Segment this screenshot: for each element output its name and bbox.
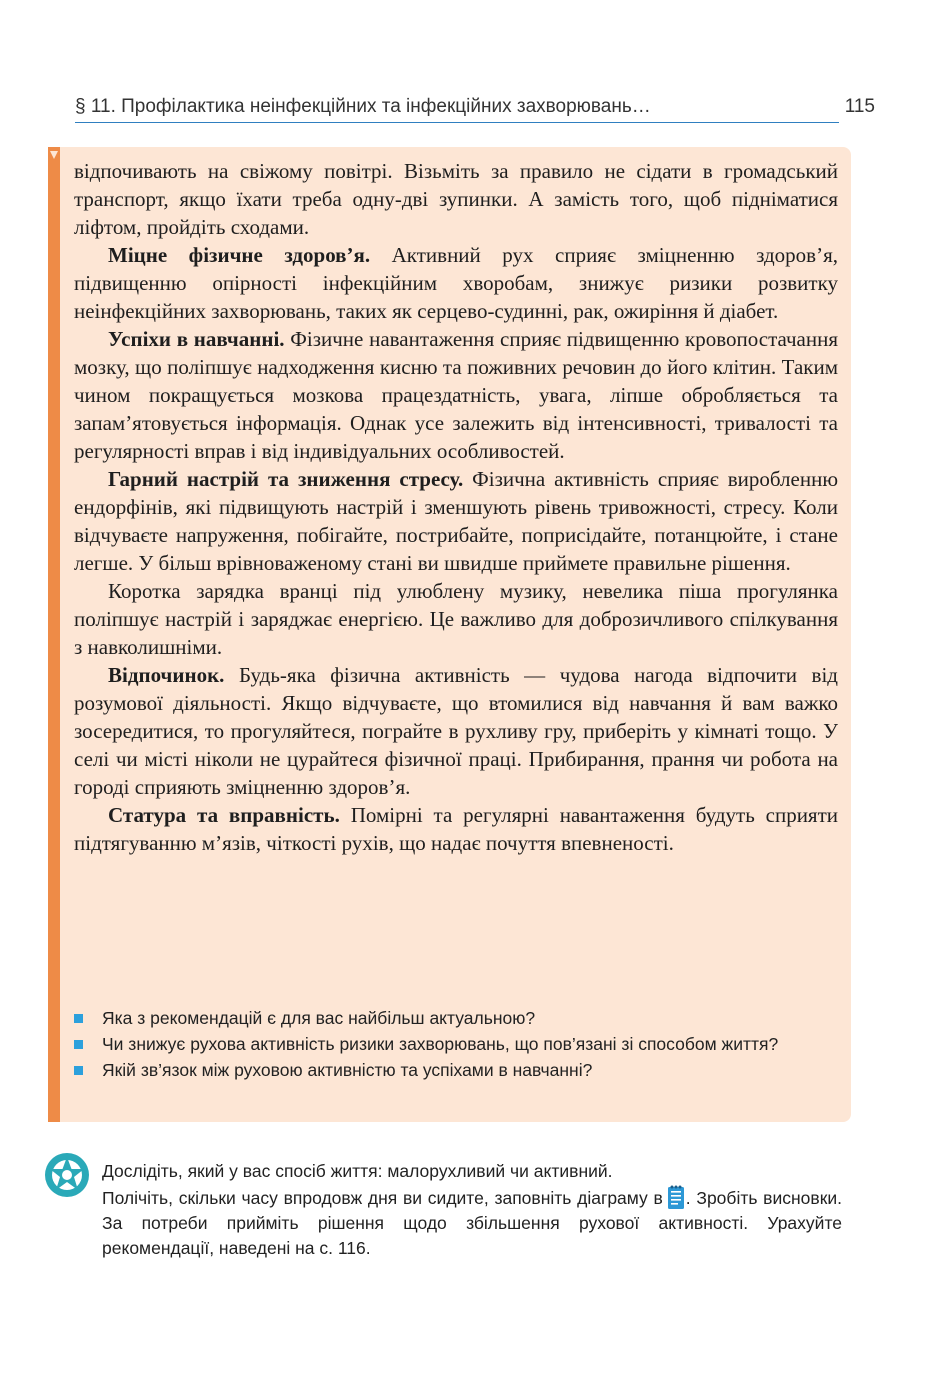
task-text <box>102 1159 842 1261</box>
heading-mood: Гарний настрій та зниження стресу. <box>108 467 464 491</box>
triangle-marker-icon <box>48 149 60 161</box>
paragraph-study <box>74 325 838 465</box>
text-rest: Будь-яка фізична активність — чудова нагода відпочити від розумової діяльності. Якщо відчуваєте, що втомилися від навчання й вам важко зосередитися, то прогуляйтеся, пограйте в рухливу гру, приберіть у кімнаті тощо. У селі чи місті ніколи не цурайтеся фізичної праці. Прибирання, прання чи робота на городі сприяють зміцненню здоров’я. <box>74 663 838 799</box>
task-line-2 <box>102 1184 842 1261</box>
text-health: Активний рух сприяє зміцненню здоров’я, підвищенню опірності інфекційним хворобам, знижує ризики розвитку неінфекційних захворювань, таких як серцево-судинні, рак, ожиріння й діабет. <box>74 243 838 323</box>
paragraph-mood <box>74 465 838 577</box>
paragraph-morning: Коротка зарядка вранці під улюблену музику, невелика піша прогулянка поліпшує настрій і заряджає енергією. Це важливо для доброзичливого спілкування з навколишніми. <box>74 579 838 659</box>
paragraph-continuation: відпочивають на свіжому повітрі. Візьміть за правило не сідати в громадський транспорт, якщо їхати треба одну-дві зупинки. А замість того, щоб підніматися ліфтом, пройдіть сходами. <box>74 159 838 239</box>
header-divider <box>75 122 839 123</box>
bullet-icon <box>74 1066 83 1075</box>
heading-study: Успіхи в навчанні. <box>108 327 285 351</box>
text-posture: Помірні та регулярні навантаження будуть сприяти підтягуванню м’язів, чіткості рухів, що надає почуття впевненості. <box>74 803 839 855</box>
question-text: Якій зв’язок між руховою активністю та успіхами в навчанні? <box>102 1060 593 1080</box>
notepad-icon[interactable] <box>666 1184 686 1210</box>
question-list <box>74 1007 844 1085</box>
text-study: Фізичне навантаження сприяє підвищенню кровопостачання мозку, що поліпшує надходження кисню та поживних речовин до його клітин. Таким чином покращується мозкова працездатність, увага, ліпше обробляється та запам’ятовується інформація. Однак усе залежить від інтенсивності, тривалості та регулярності вправ і від індивідуальних особливостей. <box>74 327 838 463</box>
task-line-2-end: . Зробіть висновки. За потреби прийміть рішення щодо збільшення рухової активності. Урахуйте рекомендації, наведені на с. 116. <box>102 1188 842 1258</box>
page-header <box>75 94 875 124</box>
section-title: § 11. Профілактика неінфекційних та інфекційних захворювань… <box>75 96 651 117</box>
page-number: 115 <box>844 96 875 117</box>
question-item <box>74 1059 844 1082</box>
heading-health: Міцне фізичне здоров’я. <box>108 243 371 267</box>
paragraph-posture <box>74 801 838 857</box>
body-text <box>74 157 838 857</box>
question-item <box>74 1007 844 1030</box>
content-box <box>48 147 851 1122</box>
star-circle-icon <box>44 1152 90 1198</box>
task-line-1: Дослідіть, який у вас спосіб життя: малорухливий чи активний. <box>102 1161 613 1181</box>
question-text: Яка з рекомендацій є для вас найбільш актуальною? <box>102 1008 536 1028</box>
question-text: Чи знижує рухова активність ризики захворювань, що пов’язані зі способом життя? <box>102 1034 779 1054</box>
paragraph-health <box>74 241 838 325</box>
bullet-icon <box>74 1014 83 1023</box>
task-line-2-start: Полічіть, скільки часу впродовж дня ви сидите, заповніть діаграму в <box>102 1188 663 1208</box>
heading-posture: Статура та вправність. <box>108 803 340 827</box>
question-item <box>74 1033 844 1056</box>
bullet-icon <box>74 1040 83 1049</box>
task-block <box>44 1152 844 1262</box>
accent-bar <box>48 147 60 1122</box>
paragraph-rest <box>74 661 838 801</box>
text-mood: Фізична активність сприяє виробленню ендорфінів, які підвищують настрій і зменшують рівень тривожності, стресу. Коли відчуваєте напруження, побігайте, пострибайте, поприсідайте, потанцюйте, і стане легше. У більш врівноваженому стані ви швидше приймете правильне рішення. <box>74 467 839 575</box>
heading-rest: Відпочинок. <box>108 663 225 687</box>
